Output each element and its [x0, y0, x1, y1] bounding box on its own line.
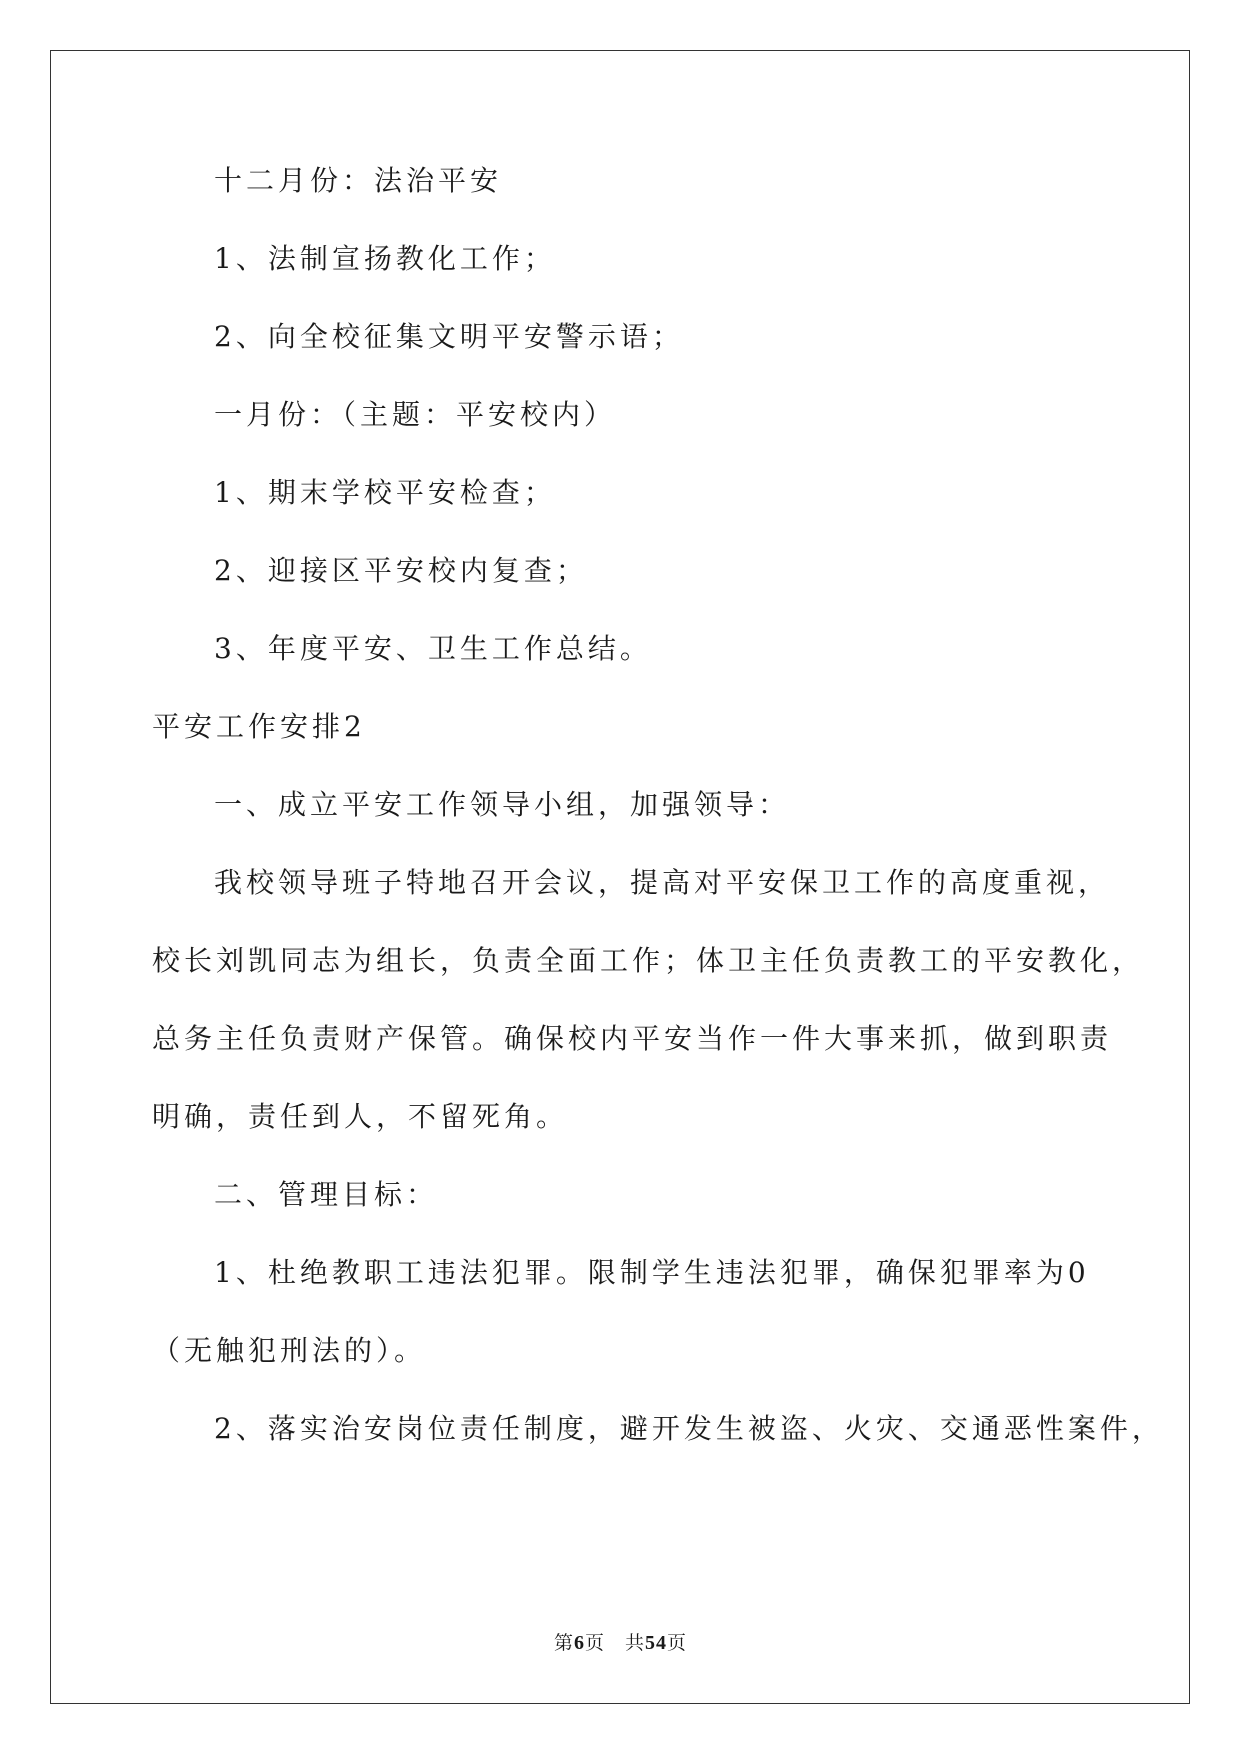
paragraph-line: 总务主任负责财产保管。确保校内平安当作一件大事来抓，做到职责 [152, 1022, 1113, 1055]
page-suffix: 页 [667, 1632, 688, 1654]
document-title: 平安工作安排2 [152, 710, 366, 743]
paragraph-line: 校长刘凯同志为组长，负责全面工作；体卫主任负责教工的平安教化， [152, 944, 1145, 977]
page-prefix: 第 [553, 1632, 574, 1654]
section-heading-december: 十二月份：法治平安 [214, 164, 503, 197]
list-item: 1、期末学校平安检查； [214, 476, 556, 509]
paragraph-line: 2、落实治安岗位责任制度，避开发生被盗、火灾、交通恶性案件， [214, 1412, 1164, 1445]
section-heading: 二、管理目标： [214, 1178, 439, 1211]
total-page-number: 54 [645, 1632, 667, 1654]
list-item: 1、法制宣扬教化工作； [214, 242, 556, 275]
list-item: 2、向全校征集文明平安警示语； [214, 320, 684, 353]
paragraph-line: 我校领导班子特地召开会议，提高对平安保卫工作的高度重视， [214, 866, 1111, 899]
list-item: 2、迎接区平安校内复查； [214, 554, 588, 587]
section-heading-january: 一月份：（主题：平安校内） [214, 398, 617, 431]
current-page-number: 6 [573, 1632, 585, 1654]
page-separator: 页 共 [584, 1632, 645, 1654]
paragraph-line: 1、杜绝教职工违法犯罪。限制学生违法犯罪，确保犯罪率为0 [214, 1256, 1090, 1289]
paragraph-line: （无触犯刑法的）。 [152, 1334, 427, 1367]
list-item: 3、年度平安、卫生工作总结。 [214, 632, 652, 665]
page-number-footer [0, 1628, 1241, 1655]
section-heading: 一、成立平安工作领导小组，加强领导： [214, 788, 791, 821]
paragraph-line: 明确，责任到人，不留死角。 [152, 1100, 569, 1133]
